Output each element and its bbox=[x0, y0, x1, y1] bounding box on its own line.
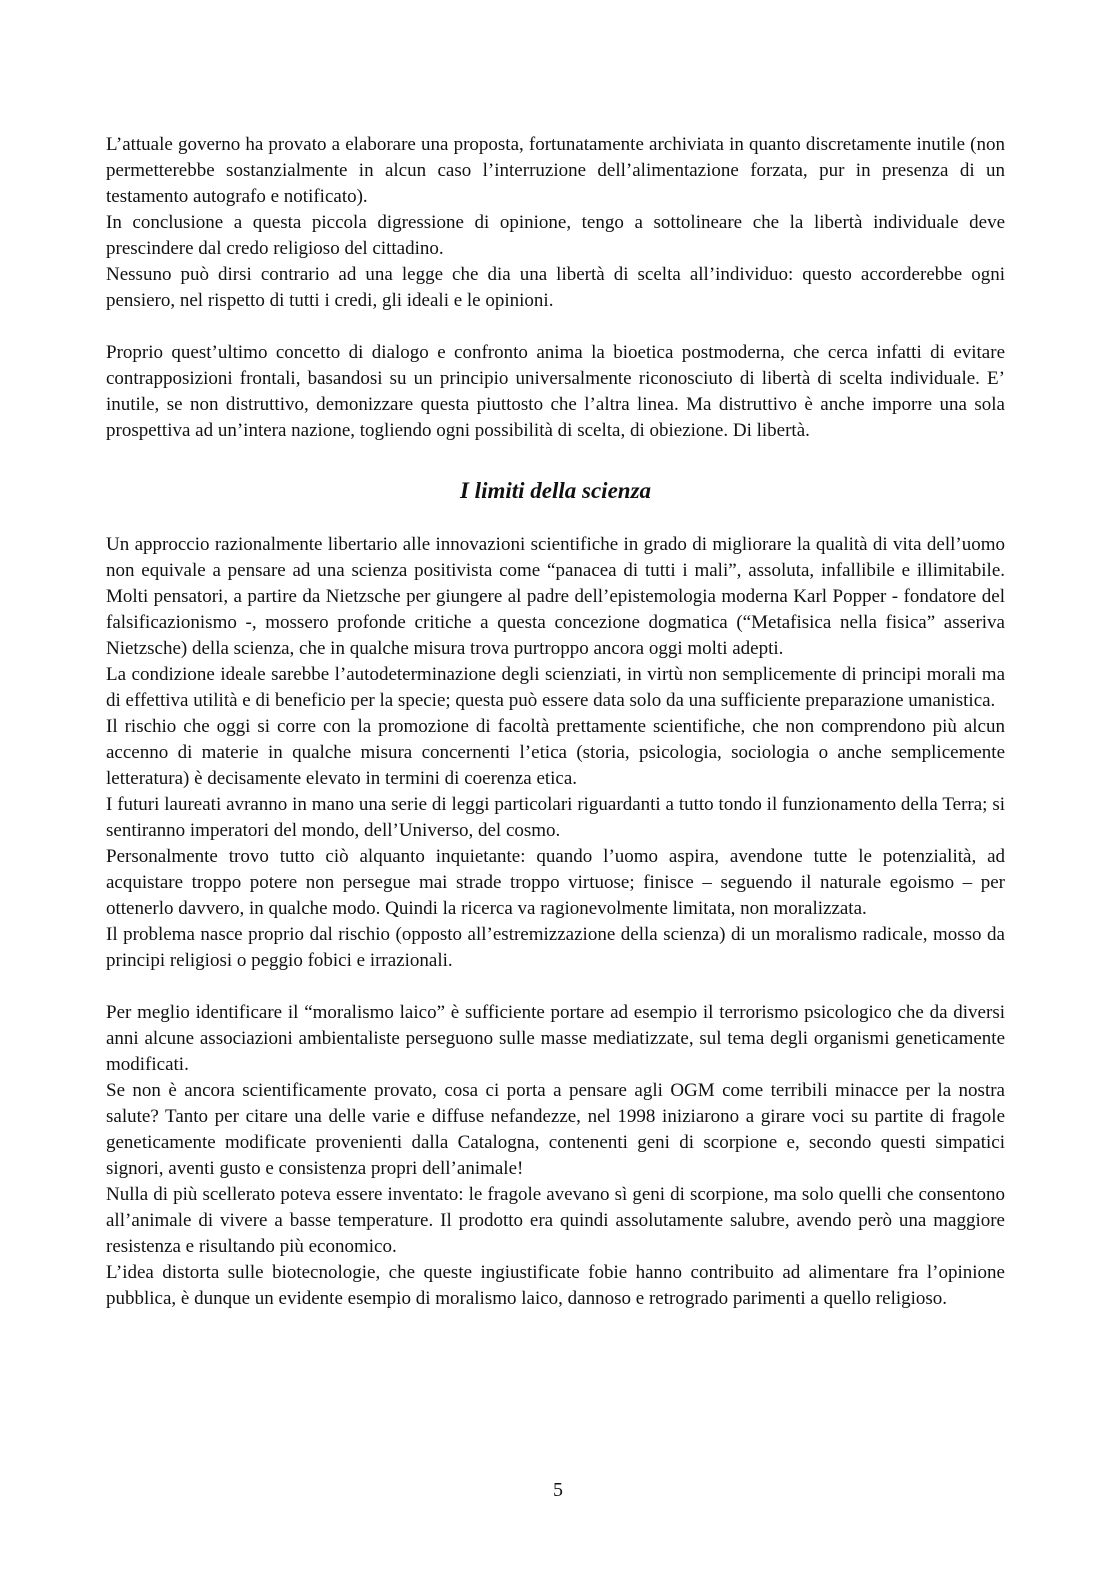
paragraph: I futuri laureati avranno in mano una serie di leggi particolari riguardanti a tutto tondo il funzionamento della Terra; si sentiranno imperatori del mondo, dell’Universo, del cosmo. bbox=[106, 794, 1005, 841]
paragraph: Nulla di più scellerato poteva essere inventato: le fragole avevano sì geni di scorpione, ma solo quelli che consentono all’animale di vivere a basse temperature. Il prodotto era quindi assolutamente salubre, avendo però una maggiore resistenza e risultando più economico. bbox=[106, 1184, 1005, 1257]
paragraph: L’attuale governo ha provato a elaborare una proposta, fortunatamente archiviata in quanto discretamente inutile (non permetterebbe sostanzialmente in alcun caso l’interruzione dell’alimentazione forzata, pur in presenza di un testamento autografo e notificato). bbox=[106, 134, 1005, 207]
paragraph: Per meglio identificare il “moralismo laico” è sufficiente portare ad esempio il terrorismo psicologico che da diversi anni alcune associazioni ambientaliste perseguono sulle masse mediatizzate, sul tema degli organismi geneticamente modificati. bbox=[106, 1002, 1005, 1075]
paragraph: Nessuno può dirsi contrario ad una legge che dia una libertà di scelta all’individuo: questo accorderebbe ogni pensiero, nel rispetto di tutti i credi, gli ideali e le opinioni. bbox=[106, 264, 1005, 311]
paragraph: Personalmente trovo tutto ciò alquanto inquietante: quando l’uomo aspira, avendone tutte le potenzialità, ad acquistare troppo potere non persegue mai strade troppo virtuose; finisce – seguendo il naturale egoismo – per ottenerlo davvero, in qualche modo. Quindi la ricerca va ragionevolmente limitata, non moralizzata. bbox=[106, 846, 1005, 919]
paragraph: Un approccio razionalmente libertario alle innovazioni scientifiche in grado di migliorare la qualità di vita dell’uomo non equivale a pensare ad una scienza positivista come “panacea di tutti i mali”, assoluta, infallibile e illimitabile. Molti pensatori, a partire da Nietzsche per giungere al padre dell’epistemologia moderna Karl Popper - fondatore del falsificazionismo -, mossero profonde critiche a questa concezione dogmatica (“Metafisica nella fisica” asseriva Nietzsche) della scienza, che in qualche misura trova purtroppo ancora oggi molti adepti. bbox=[106, 534, 1005, 659]
paragraph: La condizione ideale sarebbe l’autodeterminazione degli scienziati, in virtù non semplicemente di principi morali ma di effettiva utilità e di beneficio per la specie; questa può essere data solo da una sufficiente preparazione umanistica. bbox=[106, 664, 1005, 711]
paragraph: Se non è ancora scientificamente provato, cosa ci porta a pensare agli OGM come terribili minacce per la nostra salute? Tanto per citare una delle varie e diffuse nefandezze, nel 1998 iniziarono a girare voci su partite di fragole geneticamente modificate provenienti dalla Catalogna, contenenti geni di scorpione e, secondo questi simpatici signori, aventi gusto e consistenza propri dell’animale! bbox=[106, 1080, 1005, 1179]
paragraph-gap bbox=[106, 314, 1005, 340]
paragraph: In conclusione a questa piccola digressione di opinione, tengo a sottolineare che la libertà individuale deve prescindere dal credo religioso del cittadino. bbox=[106, 212, 1005, 259]
paragraph: Il problema nasce proprio dal rischio (opposto all’estremizzazione della scienza) di un moralismo radicale, mosso da principi religiosi o peggio fobici e irrazionali. bbox=[106, 924, 1005, 971]
section-heading: I limiti della scienza bbox=[459, 478, 652, 503]
paragraph: Il rischio che oggi si corre con la promozione di facoltà prettamente scientifiche, che non comprendono più alcun accenno di materie in qualche misura concernenti l’etica (storia, psicologia, sociologia o anche semplicemente letteratura) è decisamente elevato in termini di coerenza etica. bbox=[106, 716, 1005, 789]
paragraph: L’idea distorta sulle biotecnologie, che queste ingiustificate fobie hanno contribuito ad alimentare fra l’opinione pubblica, è dunque un evidente esempio di moralismo laico, dannoso e retrogrado parimenti a quello religioso. bbox=[106, 1262, 1005, 1309]
paragraph-gap bbox=[106, 974, 1005, 1000]
page-body bbox=[106, 132, 1005, 1312]
paragraph: Proprio quest’ultimo concetto di dialogo e confronto anima la bioetica postmoderna, che cerca infatti di evitare contrapposizioni frontali, basandosi su un principio universalmente riconosciuto di libertà di scelta individuale. E’ inutile, se non distruttivo, demonizzare questa piuttosto che l’altra linea. Ma distruttivo è anche imporre una sola prospettiva ad un’intera nazione, togliendo ogni possibilità di scelta, di obiezione. Di libertà. bbox=[106, 342, 1005, 441]
page-number: 5 bbox=[553, 1479, 563, 1501]
